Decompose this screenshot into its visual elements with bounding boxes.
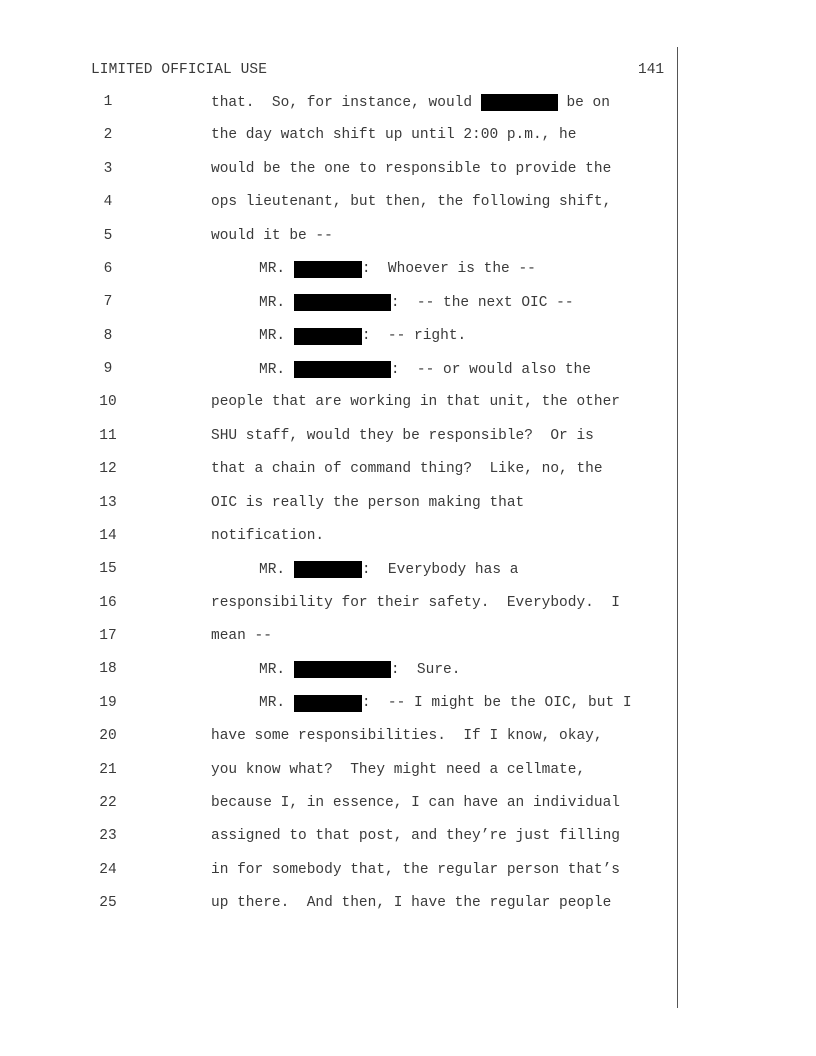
transcript-line	[0, 795, 816, 815]
line-text-segment: MR.	[259, 661, 294, 678]
line-number: 24	[99, 861, 117, 878]
line-text-segment: OIC is really the person making that	[211, 494, 525, 511]
line-number: 6	[103, 260, 113, 277]
line-number: 14	[99, 527, 117, 544]
line-text-segment: : -- I might be the OIC, but I	[361, 695, 632, 712]
speaker-line-text	[259, 294, 574, 311]
line-text	[211, 461, 603, 477]
line-number: 16	[99, 594, 117, 611]
speaker-line-text	[259, 361, 591, 378]
line-number: 17	[99, 628, 117, 644]
transcript-line	[0, 495, 816, 515]
transcript-line	[0, 595, 816, 615]
line-text-segment: people that are working in that unit, the other	[211, 394, 620, 411]
line-text-segment: : -- the next OIC --	[390, 294, 574, 311]
line-number: 13	[99, 494, 117, 511]
line-text	[211, 728, 603, 744]
line-text-segment: the day watch shift up until 2:00 p.m., he	[211, 127, 577, 144]
line-text-segment: notification.	[211, 527, 325, 544]
redaction-box	[294, 261, 362, 278]
line-number: 2	[103, 127, 113, 144]
speaker-line-text	[259, 661, 460, 678]
line-number: 3	[103, 160, 113, 177]
line-number: 19	[99, 694, 117, 711]
redaction-box	[294, 328, 362, 345]
speaker-line-text	[259, 328, 466, 345]
transcript-line	[0, 328, 816, 348]
transcript-line	[0, 895, 816, 915]
line-number: 1	[103, 94, 113, 110]
line-text	[211, 828, 620, 844]
transcript-line	[0, 461, 816, 481]
line-number: 9	[103, 361, 113, 377]
transcript-line	[0, 661, 816, 681]
line-text-segment: in for somebody that, the regular person that’s	[211, 861, 620, 878]
transcript-line	[0, 428, 816, 448]
line-text	[211, 161, 611, 177]
line-text-segment: MR.	[259, 261, 294, 278]
transcript-line	[0, 561, 816, 581]
transcript-line	[0, 828, 816, 848]
transcript-line	[0, 294, 816, 314]
line-number: 25	[99, 895, 117, 911]
transcript-line	[0, 94, 816, 114]
line-text-segment: MR.	[259, 361, 294, 378]
line-text-segment: : -- or would also the	[390, 361, 591, 378]
transcript-line	[0, 161, 816, 181]
line-text	[211, 495, 524, 511]
line-text	[211, 528, 324, 544]
line-number: 8	[103, 327, 113, 344]
line-text	[211, 194, 611, 210]
line-number: 22	[99, 794, 117, 811]
speaker-line-text	[259, 261, 536, 278]
line-number: 23	[99, 828, 117, 845]
transcript-line	[0, 194, 816, 214]
line-text-segment: : Whoever is the --	[361, 261, 536, 278]
line-text-segment: that. So, for instance, would	[211, 94, 481, 111]
line-text	[211, 862, 620, 878]
line-text-segment: : Everybody has a	[361, 561, 519, 578]
line-number: 21	[99, 761, 117, 778]
speaker-line-text	[259, 561, 518, 578]
line-number: 20	[99, 728, 117, 745]
redaction-box	[481, 94, 558, 111]
line-text	[211, 762, 585, 778]
line-text-segment: responsibility for their safety. Everybody. I	[211, 594, 620, 611]
line-text-segment: ops lieutenant, but then, the following shift,	[211, 194, 612, 211]
line-number: 18	[99, 661, 117, 678]
line-text-segment: SHU staff, would they be responsible? Or is	[211, 427, 594, 444]
line-number: 7	[103, 294, 113, 311]
line-number: 15	[99, 561, 117, 578]
line-text-segment: : -- right.	[361, 328, 467, 345]
line-number: 5	[103, 227, 113, 244]
transcript-line	[0, 695, 816, 715]
line-text-segment: be on	[557, 94, 610, 111]
redaction-box	[294, 361, 391, 378]
line-number: 11	[99, 427, 117, 444]
line-text-segment: would be the one to responsible to provide the	[211, 160, 612, 177]
transcript-line	[0, 528, 816, 548]
transcript-line	[0, 862, 816, 882]
line-text-segment: that a chain of command thing? Like, no, the	[211, 461, 603, 478]
line-text	[211, 795, 620, 811]
line-text-segment: MR.	[259, 561, 294, 578]
line-text	[211, 127, 576, 143]
redaction-box	[294, 695, 362, 712]
line-number: 12	[99, 461, 117, 478]
line-text-segment: up there. And then, I have the regular people	[211, 895, 612, 911]
line-text-segment: assigned to that post, and they’re just filling	[211, 828, 620, 845]
transcript-line	[0, 628, 816, 648]
transcript-line	[0, 261, 816, 281]
redaction-box	[294, 561, 362, 578]
line-text-segment: MR.	[259, 328, 294, 345]
line-number: 10	[99, 394, 117, 411]
transcript-line	[0, 361, 816, 381]
line-text	[211, 428, 594, 444]
line-text-segment: MR.	[259, 294, 294, 311]
page-number: 141	[638, 62, 665, 78]
line-text	[211, 394, 620, 410]
transcript-line	[0, 394, 816, 414]
transcript-line	[0, 228, 816, 248]
line-text	[211, 228, 333, 244]
redaction-box	[294, 294, 391, 311]
classification-header: LIMITED OFFICIAL USE	[91, 62, 268, 78]
line-text-segment: have some responsibilities. If I know, okay,	[211, 728, 603, 745]
line-number: 4	[103, 194, 113, 211]
speaker-line-text	[259, 695, 632, 712]
line-text-segment: because I, in essence, I can have an individual	[211, 794, 620, 811]
redaction-box	[294, 661, 391, 678]
line-text	[211, 94, 610, 111]
line-text-segment: MR.	[259, 695, 294, 712]
line-text-segment: would it be --	[211, 227, 333, 244]
transcript-line	[0, 762, 816, 782]
line-text	[211, 595, 620, 611]
transcript-line	[0, 728, 816, 748]
transcript-line	[0, 127, 816, 147]
line-text	[211, 895, 611, 911]
line-text-segment: : Sure.	[390, 661, 461, 678]
line-text-segment: you know what? They might need a cellmate,	[211, 761, 586, 778]
line-text-segment: mean --	[211, 628, 272, 644]
line-text	[211, 628, 272, 644]
